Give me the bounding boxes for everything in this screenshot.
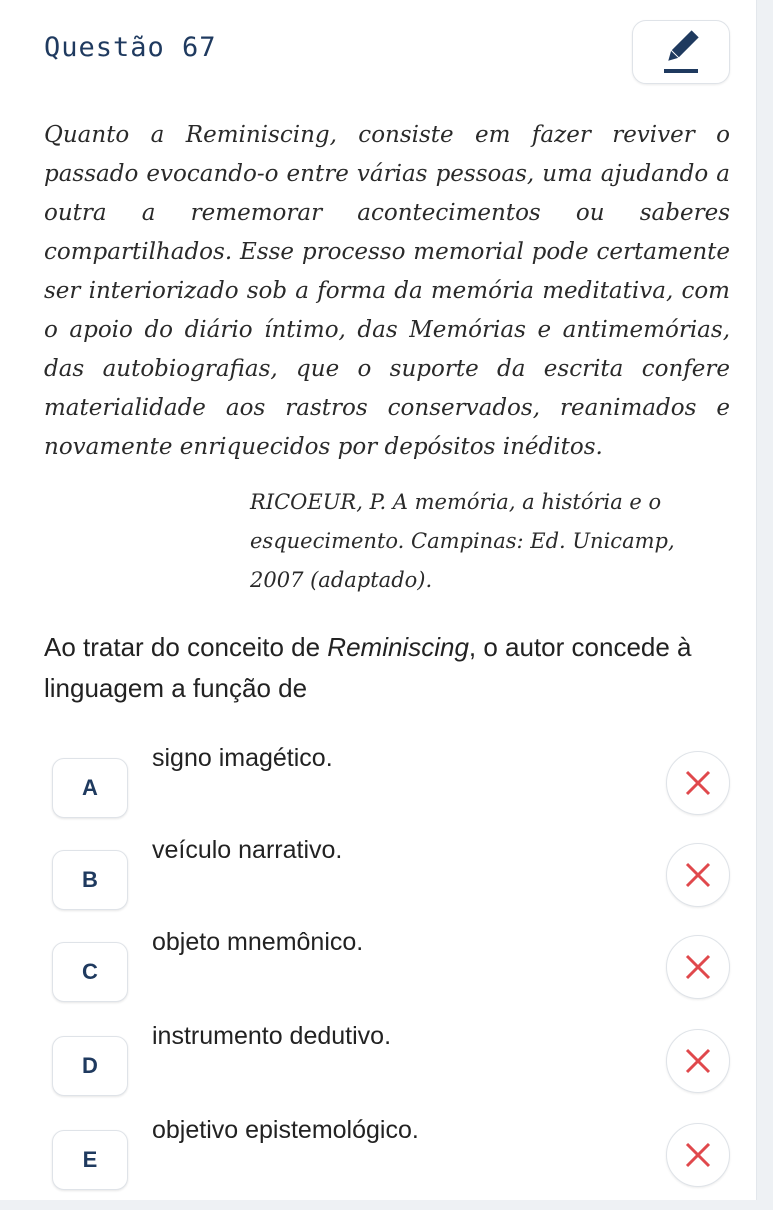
statement-after: , o autor concede à linguagem a função de (44, 632, 692, 703)
strike-option-button[interactable] (666, 1123, 730, 1187)
source-citation: RICOEUR, P. A memória, a história e o esquecimento. Campinas: Ed. Unicamp, 2007 (adaptado). (250, 490, 675, 592)
strike-option-button[interactable] (666, 935, 730, 999)
strike-option-button[interactable] (666, 751, 730, 815)
option-e[interactable] (52, 1116, 732, 1210)
option-c[interactable] (52, 928, 732, 1022)
statement-term: Reminiscing (327, 632, 469, 662)
passage-text: Quanto a Reminiscing, consiste em fazer reviver o passado evocando-o entre várias pessoas, uma ajudando a outra a rememorar acontecimentos ou saberes compartilhados. Esse processo memorial pode certamente ser interiorizado sob a forma da memória meditativa, com o apoio do diário íntimo, das Memórias e antimemórias, das autobiografias, que o suporte da escrita confere materialidade aos rastros conservados, reanimados e novamente enriquecidos por depósitos inéditos. (44, 122, 730, 460)
close-icon (685, 1048, 711, 1074)
pencil-icon (661, 30, 701, 74)
option-text[interactable]: objetivo epistemológico. (152, 1116, 419, 1144)
close-icon (685, 954, 711, 980)
option-letter[interactable]: E (52, 1130, 128, 1190)
strike-option-button[interactable] (666, 1029, 730, 1093)
close-icon (685, 1142, 711, 1168)
question-title: Questão 67 (44, 32, 217, 63)
option-letter[interactable]: D (52, 1036, 128, 1096)
edit-button[interactable] (632, 20, 730, 84)
option-b[interactable] (52, 836, 732, 930)
strike-option-button[interactable] (666, 843, 730, 907)
option-letter[interactable]: A (52, 758, 128, 818)
option-letter[interactable]: B (52, 850, 128, 910)
statement-before: Ao tratar do conceito de (44, 632, 328, 662)
question-statement (44, 627, 734, 709)
close-icon (685, 862, 711, 888)
option-a[interactable] (52, 744, 732, 838)
option-letter[interactable]: C (52, 942, 128, 1002)
option-text[interactable]: instrumento dedutivo. (152, 1022, 392, 1050)
option-text[interactable]: objeto mnemônico. (152, 928, 364, 956)
close-icon (685, 770, 711, 796)
option-text[interactable]: signo imagético. (152, 744, 333, 772)
option-text[interactable]: veículo narrativo. (152, 836, 343, 864)
option-d[interactable] (52, 1022, 732, 1116)
